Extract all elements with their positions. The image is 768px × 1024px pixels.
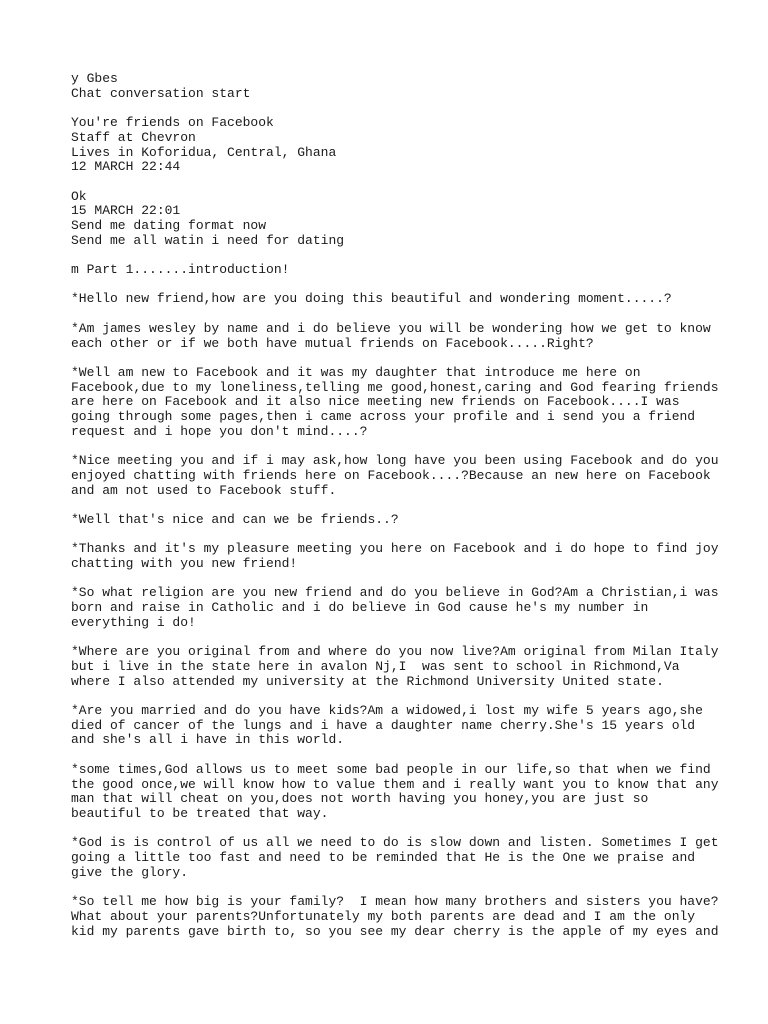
paragraph xyxy=(71,761,719,822)
text-line: What about your parents?Unfortunately my both parents are dead and I am the only xyxy=(71,908,696,924)
paragraph xyxy=(71,541,719,572)
text-line: Send me all watin i need for dating xyxy=(71,232,345,248)
text-line: Ok xyxy=(71,188,87,204)
text-line: *Are you married and do you have kids?Am a widowed,i lost my wife 5 years ago,she xyxy=(71,703,703,719)
text-line: Chat conversation start xyxy=(71,85,251,101)
paragraph xyxy=(71,72,711,101)
text-line: everything i do! xyxy=(71,614,196,630)
text-line: Facebook,due to my loneliness,telling me good,honest,caring and God fearing friends xyxy=(71,379,719,395)
paragraph xyxy=(71,190,711,249)
text-line: and am not used to Facebook stuff. xyxy=(71,482,337,498)
text-line: *Hello new friend,how are you doing this beautiful and wondering moment.....? xyxy=(71,291,672,307)
text-line: going through some pages,then i came across your profile and i send you a friend xyxy=(71,409,696,425)
text-line: man that will cheat on you,does not worth having you honey,you are just so xyxy=(71,791,649,807)
text-line: *some times,God allows us to meet some bad people in our life,so that when we find xyxy=(71,761,711,777)
text-line: the good once,we will know how to value them and i really want you to know that any xyxy=(71,776,719,792)
text-line: *God is is control of us all we need to do is slow down and listen. Sometimes I get xyxy=(71,835,719,851)
paragraph xyxy=(71,585,719,630)
paragraph xyxy=(71,644,719,689)
text-line: kid my parents gave birth to, so you see my dear cherry is the apple of my eyes and xyxy=(71,923,719,939)
text-line: are here on Facebook and it also nice meeting new friends on Facebook....I was xyxy=(71,394,680,410)
paragraph xyxy=(71,704,711,748)
text-line: *Nice meeting you and if i may ask,how long have you been using Facebook and do you xyxy=(71,453,719,469)
paragraph xyxy=(71,513,711,528)
text-line: chatting with you new friend! xyxy=(71,556,298,572)
text-line: y Gbes xyxy=(71,71,118,86)
text-line: Send me dating format now xyxy=(71,218,267,233)
paragraph xyxy=(71,453,719,498)
text-line: You're friends on Facebook xyxy=(71,115,274,131)
text-line: but i live in the state here in avalon Nj,I was sent to school in Richmond,Va xyxy=(71,658,680,674)
paragraph xyxy=(71,263,711,278)
text-line: 15 MARCH 22:01 xyxy=(71,203,181,219)
text-line: enjoyed chatting with friends here on Facebook....?Because an new here on Facebook xyxy=(71,467,711,483)
text-line: give the glory. xyxy=(71,864,189,880)
text-line: *Am james wesley by name and i do believe you will be wondering how we get to know xyxy=(71,320,711,336)
text-line: request and i hope you don't mind....? xyxy=(71,423,368,439)
paragraph xyxy=(71,322,711,351)
paragraph xyxy=(71,116,711,175)
text-line: m Part 1.......introduction! xyxy=(71,262,290,278)
text-line: 12 MARCH 22:44 xyxy=(71,159,181,175)
text-line: going a little too fast and need to be reminded that He is the One we praise and xyxy=(71,850,696,866)
paragraph xyxy=(71,835,719,880)
text-line: Lives in Koforidua, Central, Ghana xyxy=(71,144,337,160)
text-line: *So tell me how big is your family? I mean how many brothers and sisters you have? xyxy=(71,894,719,910)
text-line: and she's all i have in this world. xyxy=(71,732,345,748)
text-line: Staff at Chevron xyxy=(71,129,196,145)
paragraph xyxy=(71,292,711,307)
text-line: *Thanks and it's my pleasure meeting you here on Facebook and i do hope to find joy xyxy=(71,541,719,557)
text-line: born and raise in Catholic and i do believe in God cause he's my number in xyxy=(71,600,649,616)
text-line: died of cancer of the lungs and i have a daughter name cherry.She's 15 years old xyxy=(71,717,696,733)
text-line: beautiful to be treated that way. xyxy=(71,805,329,821)
text-line: where I also attended my university at the Richmond University United state. xyxy=(71,673,664,689)
paragraph xyxy=(71,364,719,440)
text-line: *Well am new to Facebook and it was my daughter that introduce me here on xyxy=(71,364,641,380)
document-text xyxy=(71,71,719,954)
text-line: *Well that's nice and can we be friends..? xyxy=(71,511,399,527)
text-line: *So what religion are you new friend and do you believe in God?Am a Christian,i was xyxy=(71,585,719,601)
text-line: each other or if we both have mutual friends on Facebook.....Right? xyxy=(71,335,594,351)
paragraph xyxy=(71,894,719,939)
text-line: *Where are you original from and where do you now live?Am original from Milan Italy xyxy=(71,644,719,660)
